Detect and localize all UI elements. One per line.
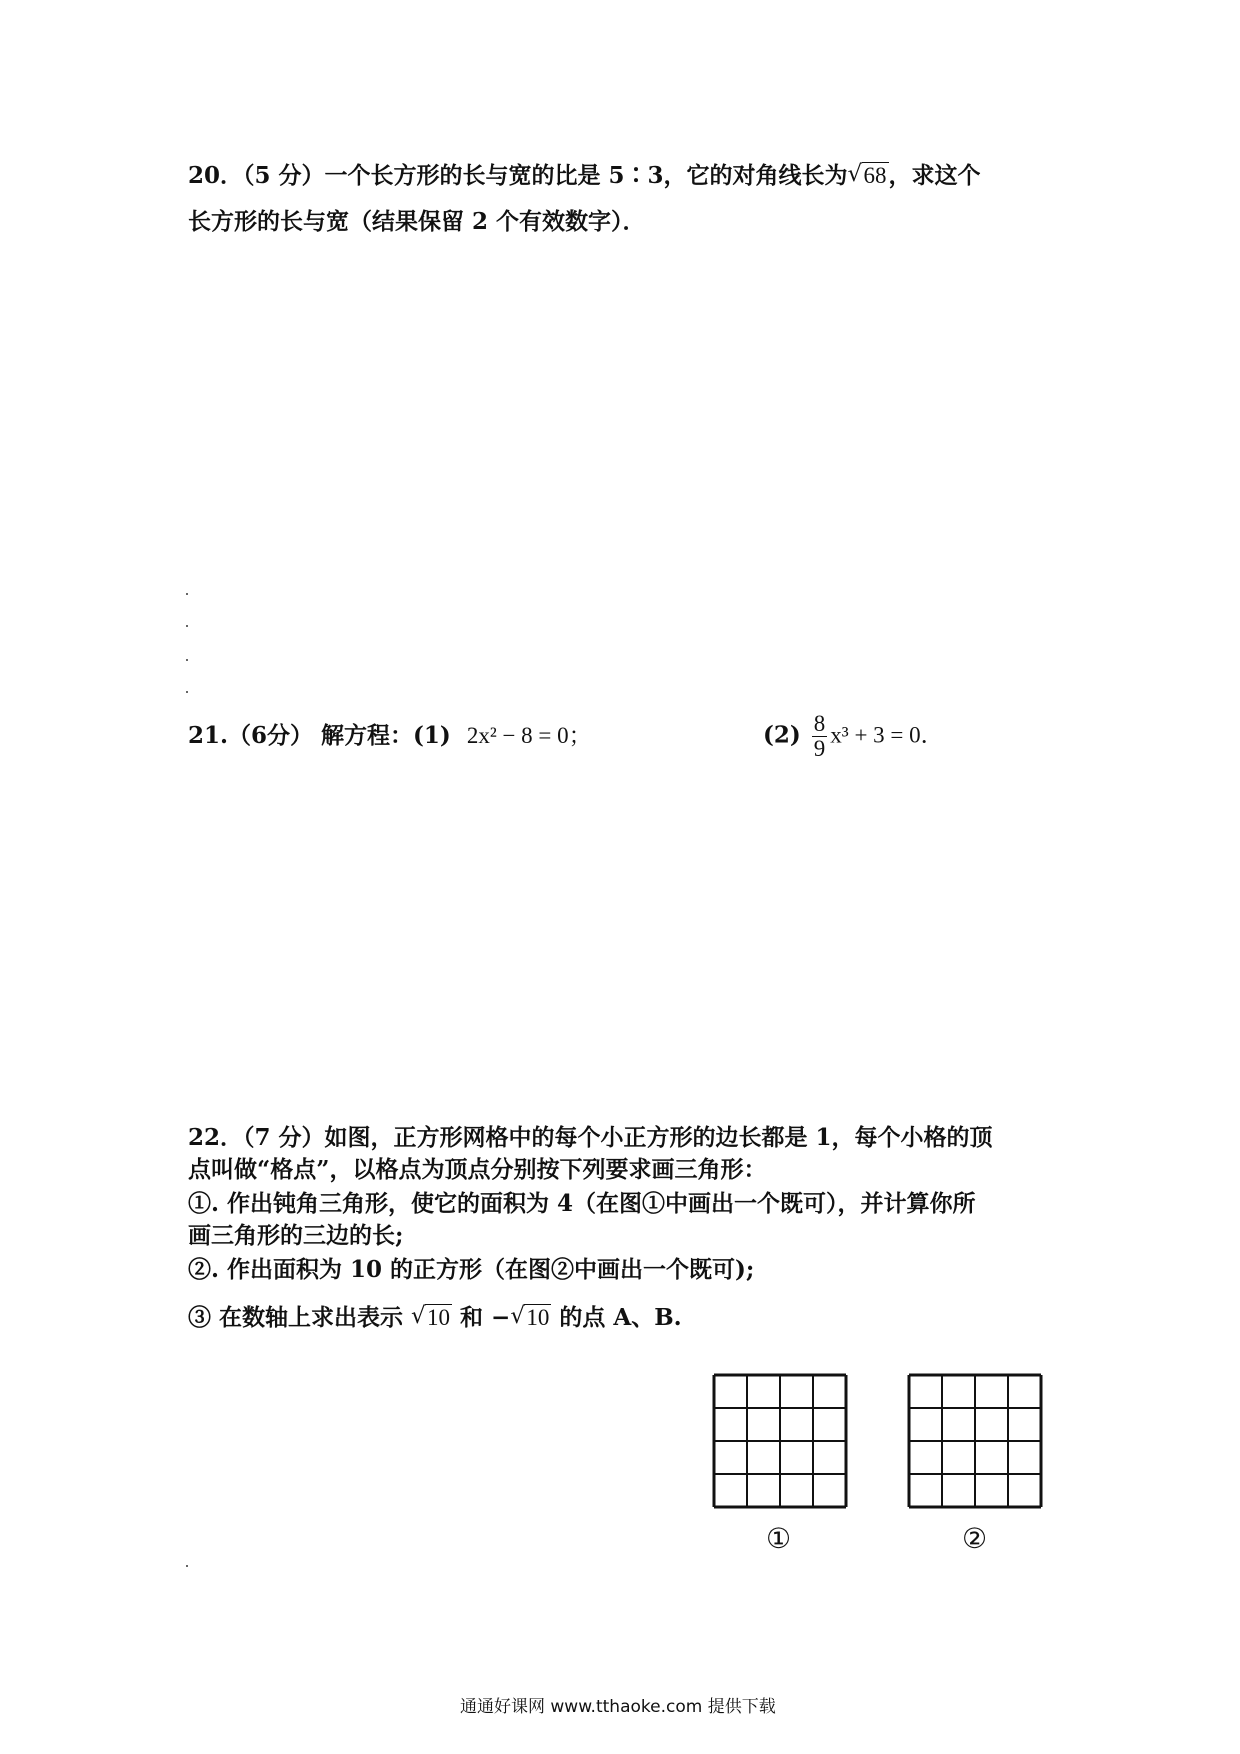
q22-line6-prefix: ③ 在数轴上求出表示 bbox=[188, 1304, 404, 1331]
q21-part2 bbox=[763, 712, 944, 761]
q20-line1 bbox=[188, 158, 981, 194]
q21-prefix: 21.（6分） 解方程：(1) bbox=[188, 722, 451, 749]
q22-line6-suffix: 的点 A、B. bbox=[559, 1304, 682, 1331]
footer-source: 通通好课网 www.tthaoke.com 提供下载 bbox=[460, 1697, 776, 1717]
q22-line1: 22．（7 分）如图，正方形网格中的每个小正方形的边长都是 1，每个小格的顶 bbox=[188, 1124, 993, 1151]
q20-line2: 长方形的长与宽（结果保留 2 个有效数字）． bbox=[188, 208, 646, 235]
q21-equation-1: 2x² − 8 = 0； bbox=[466, 723, 592, 748]
sqrt-68: √ 68 bbox=[847, 161, 887, 188]
q22-line5: ②. 作出面积为 10 的正方形（在图②中画出一个既可); bbox=[188, 1256, 755, 1283]
q20-text-b: ，求这个 bbox=[888, 162, 981, 189]
sqrt-10-b: √ 10 bbox=[510, 1303, 550, 1330]
q21-equation-2: x³ + 3 = 0． bbox=[830, 722, 944, 748]
sqrt-10-a: √ 10 bbox=[411, 1303, 451, 1330]
scan-dot bbox=[186, 625, 188, 627]
q22-line6 bbox=[188, 1300, 993, 1336]
question-22 bbox=[188, 1120, 993, 1336]
figure-label-2: ② bbox=[962, 1522, 988, 1555]
q22-line6-mid: 和 − bbox=[460, 1304, 511, 1331]
frac-numerator: 8 bbox=[813, 711, 826, 736]
question-20 bbox=[188, 158, 981, 240]
fraction-8-9 bbox=[812, 712, 828, 761]
q22-line4: 画三角形的三边的长; bbox=[188, 1222, 404, 1249]
frac-denominator: 9 bbox=[813, 736, 826, 761]
question-21 bbox=[188, 711, 1088, 761]
grid-figure-1 bbox=[712, 1373, 848, 1509]
q22-line3: ①. 作出钝角三角形，使它的面积为 4（在图①中画出一个既可），并计算你所 bbox=[188, 1190, 976, 1217]
scan-dot bbox=[186, 593, 188, 595]
q21-part2-label: (2) bbox=[763, 721, 801, 749]
q22-line2: 点叫做“格点”，以格点为顶点分别按下列要求画三角形： bbox=[188, 1156, 767, 1183]
figure-label-1: ① bbox=[766, 1522, 792, 1555]
scan-dot bbox=[186, 659, 188, 661]
radicand-a: 10 bbox=[427, 1305, 451, 1330]
q20-radicand: 68 bbox=[863, 163, 887, 188]
scan-dot bbox=[186, 1565, 188, 1567]
scan-dot bbox=[186, 691, 188, 693]
radicand-b: 10 bbox=[526, 1305, 550, 1330]
q20-text-a: 20．（5 分）一个长方形的长与宽的比是 5∶3，它的对角线长为 bbox=[188, 162, 848, 189]
grid-figure-2 bbox=[907, 1373, 1043, 1509]
